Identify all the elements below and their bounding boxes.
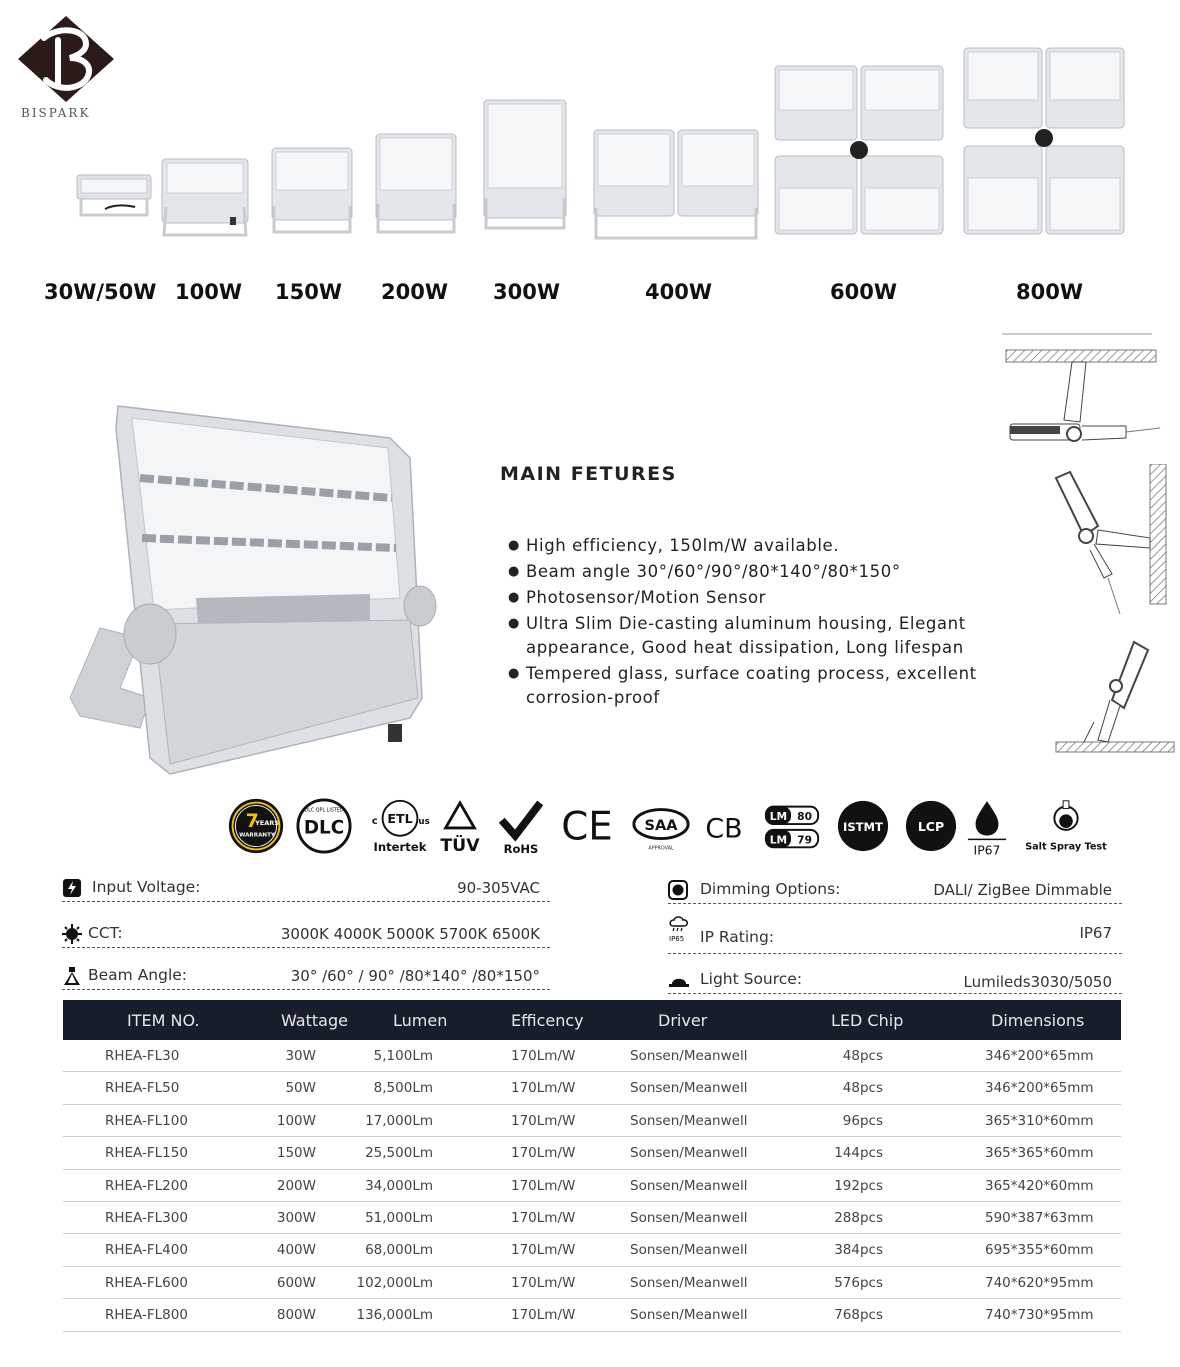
table-row xyxy=(63,1072,1121,1104)
fixture-300w-image xyxy=(482,98,568,232)
tuv-text: TÜV xyxy=(440,835,480,856)
lineup-label-30w-50w: 30W/50W xyxy=(44,280,157,304)
spec-value: Lumileds3030/5050 xyxy=(963,973,1112,991)
efficency-cell: 170Lm/W xyxy=(511,1177,576,1194)
efficency-cell: 170Lm/W xyxy=(511,1274,576,1291)
fixture-800w-image xyxy=(962,46,1128,238)
header-lumen: Lumen xyxy=(393,1011,448,1030)
led-chip-cell: 96pcs xyxy=(842,1112,883,1129)
wattage-cell: 600W xyxy=(276,1274,316,1291)
fixture-400w-image xyxy=(592,128,760,242)
wattage-cell: 50W xyxy=(285,1080,316,1097)
wattage-cell: 150W xyxy=(276,1145,316,1162)
spec-ip-rating xyxy=(668,922,1122,954)
dimensions-cell: 365*365*60mm xyxy=(985,1145,1094,1162)
etl-mark: ETL xyxy=(387,811,413,827)
spec-beam-angle xyxy=(62,964,550,990)
led-chip-cell: 288pcs xyxy=(834,1209,883,1226)
item-no-cell: RHEA-FL300 xyxy=(105,1209,188,1226)
table-row xyxy=(63,1234,1121,1266)
fixture-100w-image xyxy=(160,157,250,239)
header-driver: Driver xyxy=(658,1011,708,1030)
led-chip-cell: 48pcs xyxy=(842,1048,883,1064)
product-spec-table xyxy=(63,1000,1121,1332)
spec-value: 30° /60° / 90° /80*140° /80*150° xyxy=(290,967,540,985)
lineup-label-800w: 800W xyxy=(1016,280,1083,304)
table-row xyxy=(63,1202,1121,1234)
item-no-cell: RHEA-FL800 xyxy=(105,1307,188,1324)
spec-label: Dimming Options: xyxy=(700,880,841,898)
cb-text: CB xyxy=(705,813,743,845)
salt-spray-text: Salt Spray Test xyxy=(1025,841,1107,853)
table-row xyxy=(63,1040,1121,1072)
feature-item: ● Beam angle 30°/60°/90°/80*140°/80*150° xyxy=(508,560,998,584)
dlc-badge xyxy=(295,793,353,859)
item-no-cell: RHEA-FL150 xyxy=(105,1145,188,1162)
ground-mount-diagram xyxy=(1054,636,1176,758)
ip67-badge xyxy=(965,793,1009,859)
item-no-cell: RHEA-FL400 xyxy=(105,1242,188,1259)
lm79-lm: LM xyxy=(769,833,788,847)
dimming-knob-icon xyxy=(668,880,688,900)
lumen-cell: 51,000Lm xyxy=(365,1209,433,1226)
etl-c: c xyxy=(371,816,378,828)
header-dimensions: Dimensions xyxy=(991,1011,1085,1030)
item-no-cell: RHEA-FL50 xyxy=(105,1080,180,1097)
cb-badge xyxy=(699,793,749,859)
table-header xyxy=(63,1000,1121,1040)
wattage-cell: 300W xyxy=(276,1209,316,1226)
driver-cell: Sonsen/Meanwell xyxy=(630,1080,748,1097)
rohs-text: RoHS xyxy=(503,841,539,856)
istmt-text: ISTMT xyxy=(843,819,883,834)
salt-spray-badge xyxy=(1021,793,1111,859)
spec-label: Input Voltage: xyxy=(92,878,201,896)
lumen-cell: 34,000Lm xyxy=(365,1177,433,1194)
lumen-cell: 25,500Lm xyxy=(365,1145,433,1162)
led-chip-cell: 576pcs xyxy=(834,1274,883,1291)
feature-item: ● Photosensor/Motion Sensor xyxy=(508,586,998,610)
driver-cell: Sonsen/Meanwell xyxy=(630,1177,748,1194)
spec-value: IP67 xyxy=(1079,924,1112,942)
ceiling-mount-diagram xyxy=(1002,330,1162,450)
wattage-cell: 30W xyxy=(285,1048,316,1064)
spec-dimming xyxy=(668,878,1122,904)
warranty-word: WARRANTY xyxy=(239,832,276,839)
lightning-icon xyxy=(62,878,82,898)
header-wattage: Wattage xyxy=(281,1011,348,1030)
lineup-label-100w: 100W xyxy=(175,280,242,304)
table-body xyxy=(63,1040,1121,1332)
led-chip-cell: 48pcs xyxy=(842,1080,883,1097)
wattage-cell: 800W xyxy=(276,1307,316,1324)
hero-product-image xyxy=(70,398,440,776)
lumen-cell: 5,100Lm xyxy=(373,1048,433,1064)
spec-label: Light Source: xyxy=(700,970,803,988)
item-no-cell: RHEA-FL30 xyxy=(105,1048,180,1064)
led-chip-icon xyxy=(668,970,690,990)
ip-icon-text: IP65 xyxy=(669,935,685,942)
table-row xyxy=(63,1170,1121,1202)
item-no-cell: RHEA-FL600 xyxy=(105,1274,188,1291)
warranty-badge xyxy=(225,793,287,859)
sun-icon xyxy=(62,924,82,944)
wattage-cell: 200W xyxy=(276,1177,316,1194)
spec-input-voltage xyxy=(62,876,550,902)
lineup-label-400w: 400W xyxy=(645,280,712,304)
dimensions-cell: 346*200*65mm xyxy=(985,1080,1094,1097)
lineup-label-200w: 200W xyxy=(381,280,448,304)
dimensions-cell: 740*730*95mm xyxy=(985,1307,1094,1324)
spec-label: Beam Angle: xyxy=(88,966,188,984)
fixture-600w-image xyxy=(773,64,945,238)
efficency-cell: 170Lm/W xyxy=(511,1209,576,1226)
lumen-cell: 68,000Lm xyxy=(365,1242,433,1259)
fixture-30w-50w-image xyxy=(75,173,153,218)
feature-item: ● Tempered glass, surface coating process, excellent corrosion-proof xyxy=(508,662,998,710)
lineup-label-600w: 600W xyxy=(830,280,897,304)
ce-text: CE xyxy=(561,804,613,850)
efficency-cell: 170Lm/W xyxy=(511,1242,576,1259)
bispark-logo-icon xyxy=(14,14,118,104)
led-chip-cell: 384pcs xyxy=(834,1242,883,1259)
spec-value: 3000K 4000K 5000K 5700K 6500K xyxy=(280,925,540,943)
dlc-text: DLC xyxy=(303,817,345,839)
features-title: MAIN FETURES xyxy=(500,463,677,485)
features-list xyxy=(508,534,998,712)
saa-text: SAA xyxy=(644,817,678,834)
lumen-cell: 8,500Lm xyxy=(373,1080,433,1097)
saa-badge xyxy=(629,793,693,859)
saa-sub-text: APPROVAL xyxy=(648,846,674,852)
lm80-lm: LM xyxy=(769,810,788,824)
warranty-number: 7 xyxy=(245,810,259,832)
wattage-cell: 100W xyxy=(276,1112,316,1129)
dimensions-cell: 365*420*60mm xyxy=(985,1177,1094,1194)
driver-cell: Sonsen/Meanwell xyxy=(630,1274,748,1291)
rain-cloud-icon xyxy=(668,914,690,942)
ip67-text: IP67 xyxy=(973,842,1001,857)
feature-item: ● Ultra Slim Die-casting aluminum housing, Elegant appearance, Good heat dissipation, Long lifespan xyxy=(508,612,998,660)
fixture-150w-image xyxy=(270,146,354,236)
wattage-cell: 400W xyxy=(276,1242,316,1259)
rohs-badge xyxy=(495,793,547,859)
dimensions-cell: 590*387*63mm xyxy=(985,1209,1094,1226)
table-row xyxy=(63,1105,1121,1137)
lm80-lm79-badge xyxy=(761,793,823,859)
efficency-cell: 170Lm/W xyxy=(511,1112,576,1129)
lumen-cell: 136,000Lm xyxy=(356,1307,433,1324)
dimensions-cell: 365*310*60mm xyxy=(985,1112,1094,1129)
driver-cell: Sonsen/Meanwell xyxy=(630,1242,748,1259)
istmt-badge xyxy=(835,793,891,859)
brand-name: BISPARK xyxy=(21,106,91,120)
lineup-label-150w: 150W xyxy=(275,280,342,304)
ce-badge xyxy=(555,793,619,859)
efficency-cell: 170Lm/W xyxy=(511,1307,576,1324)
wall-mount-diagram xyxy=(1050,464,1170,614)
fixture-200w-image xyxy=(374,132,458,236)
lcp-text: LCP xyxy=(917,818,945,834)
driver-cell: Sonsen/Meanwell xyxy=(630,1112,748,1129)
dimensions-cell: 740*620*95mm xyxy=(985,1274,1094,1291)
lineup-label-300w: 300W xyxy=(493,280,560,304)
table-row xyxy=(63,1137,1121,1169)
lumen-cell: 102,000Lm xyxy=(356,1274,433,1291)
etl-us: us xyxy=(418,817,430,828)
lm79-number: 79 xyxy=(797,833,812,847)
driver-cell: Sonsen/Meanwell xyxy=(630,1145,748,1162)
certification-strip xyxy=(225,793,1125,863)
beam-lamp-icon xyxy=(62,966,82,986)
efficency-cell: 170Lm/W xyxy=(511,1080,576,1097)
warranty-years: YEARS xyxy=(255,819,280,828)
etl-intertek-badge xyxy=(365,793,435,859)
spec-label: IP Rating: xyxy=(700,928,775,946)
header-item-no: ITEM NO. xyxy=(127,1011,200,1030)
intertek-text: Intertek xyxy=(373,840,427,855)
spec-label: CCT: xyxy=(88,924,123,942)
dlc-ring-text: DLC QPL LISTED xyxy=(304,808,344,814)
table-row xyxy=(63,1267,1121,1299)
efficency-cell: 170Lm/W xyxy=(511,1048,576,1064)
table-row xyxy=(63,1299,1121,1331)
spec-cct xyxy=(62,922,550,948)
header-led-chip: LED Chip xyxy=(831,1011,904,1030)
led-chip-cell: 768pcs xyxy=(834,1307,883,1324)
spec-value: 90-305VAC xyxy=(457,879,540,897)
item-no-cell: RHEA-FL200 xyxy=(105,1177,188,1194)
efficency-cell: 170Lm/W xyxy=(511,1145,576,1162)
led-chip-cell: 144pcs xyxy=(834,1145,883,1162)
spec-value: DALI/ ZigBee Dimmable xyxy=(933,881,1112,899)
lcp-badge xyxy=(903,793,959,859)
driver-cell: Sonsen/Meanwell xyxy=(630,1307,748,1324)
dimensions-cell: 346*200*65mm xyxy=(985,1048,1094,1064)
feature-item: ● High efficiency, 150lm/W available. xyxy=(508,534,998,558)
dimensions-cell: 695*355*60mm xyxy=(985,1242,1094,1259)
header-efficency: Efficency xyxy=(511,1011,584,1030)
lumen-cell: 17,000Lm xyxy=(365,1112,433,1129)
spec-light-source xyxy=(668,968,1122,994)
lm80-number: 80 xyxy=(797,810,812,824)
tuv-badge xyxy=(435,793,485,859)
item-no-cell: RHEA-FL100 xyxy=(105,1112,188,1129)
driver-cell: Sonsen/Meanwell xyxy=(630,1048,748,1064)
driver-cell: Sonsen/Meanwell xyxy=(630,1209,748,1226)
led-chip-cell: 192pcs xyxy=(834,1177,883,1194)
